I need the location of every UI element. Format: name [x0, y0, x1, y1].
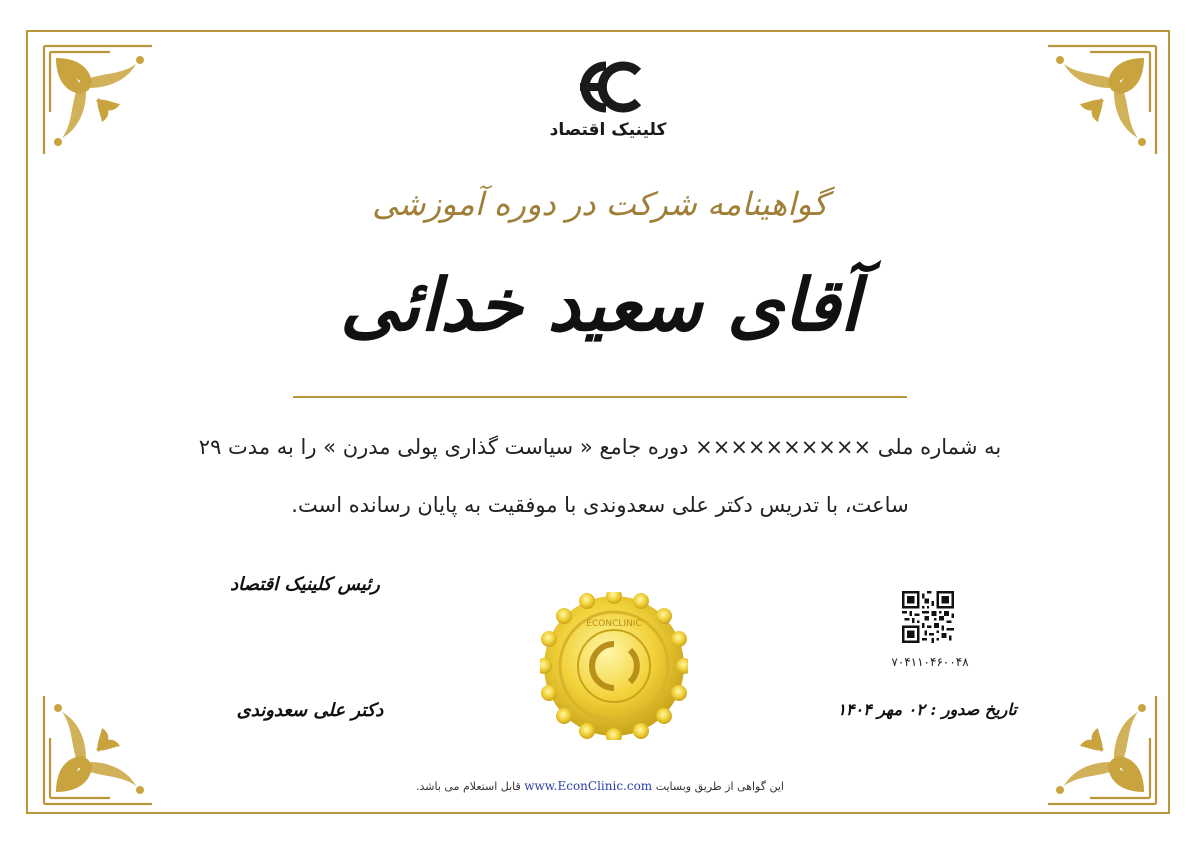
- ornament-corner-top-left-icon: [40, 42, 160, 162]
- verification-footer: [300, 779, 900, 793]
- footer-text-after: قابل استعلام می باشد.: [416, 780, 521, 793]
- signature-name: دکتر علی سعدوندی: [236, 700, 384, 721]
- certificate-subtitle: گواهینامه شرکت در دوره آموزشی: [372, 185, 828, 223]
- ornament-corner-bottom-right-icon: [1040, 688, 1160, 808]
- certificate-body: [170, 418, 1030, 534]
- brand-logo: [548, 58, 668, 140]
- issue-date: تاریخ صدور : ۰۲ مهر ۱۴۰۴: [837, 700, 1017, 719]
- website-link[interactable]: www.EconClinic.com: [524, 779, 653, 793]
- footer-text-before: این گواهی از طریق وبسایت: [655, 780, 784, 793]
- name-underline: [293, 396, 907, 398]
- ec-logo-icon: [566, 58, 650, 116]
- recipient-name: آقای سعید خدائی: [340, 262, 860, 347]
- brand-name: کلینیک اقتصاد: [549, 120, 667, 140]
- ornament-corner-top-right-icon: [1040, 42, 1160, 162]
- body-line-2: ساعت، با تدریس دکتر علی سعدوندی با موفقیت به پایان رسانده است.: [291, 493, 909, 517]
- body-line-1: به شماره ملی ×××××××××× دوره جامع « سیاست گذاری پولی مدرن » را به مدت ۲۹: [198, 435, 1002, 459]
- signature-title: رئیس کلینیک اقتصاد: [230, 574, 380, 595]
- certificate-id: ۷۰۴۱۱۰۴۶۰۰۴۸: [891, 655, 969, 669]
- ornament-corner-bottom-left-icon: [40, 688, 160, 808]
- qr-code-icon: [902, 591, 954, 643]
- gold-seal-icon: [540, 592, 688, 740]
- svg-text:ECONCLINIC: ECONCLINIC: [586, 619, 642, 629]
